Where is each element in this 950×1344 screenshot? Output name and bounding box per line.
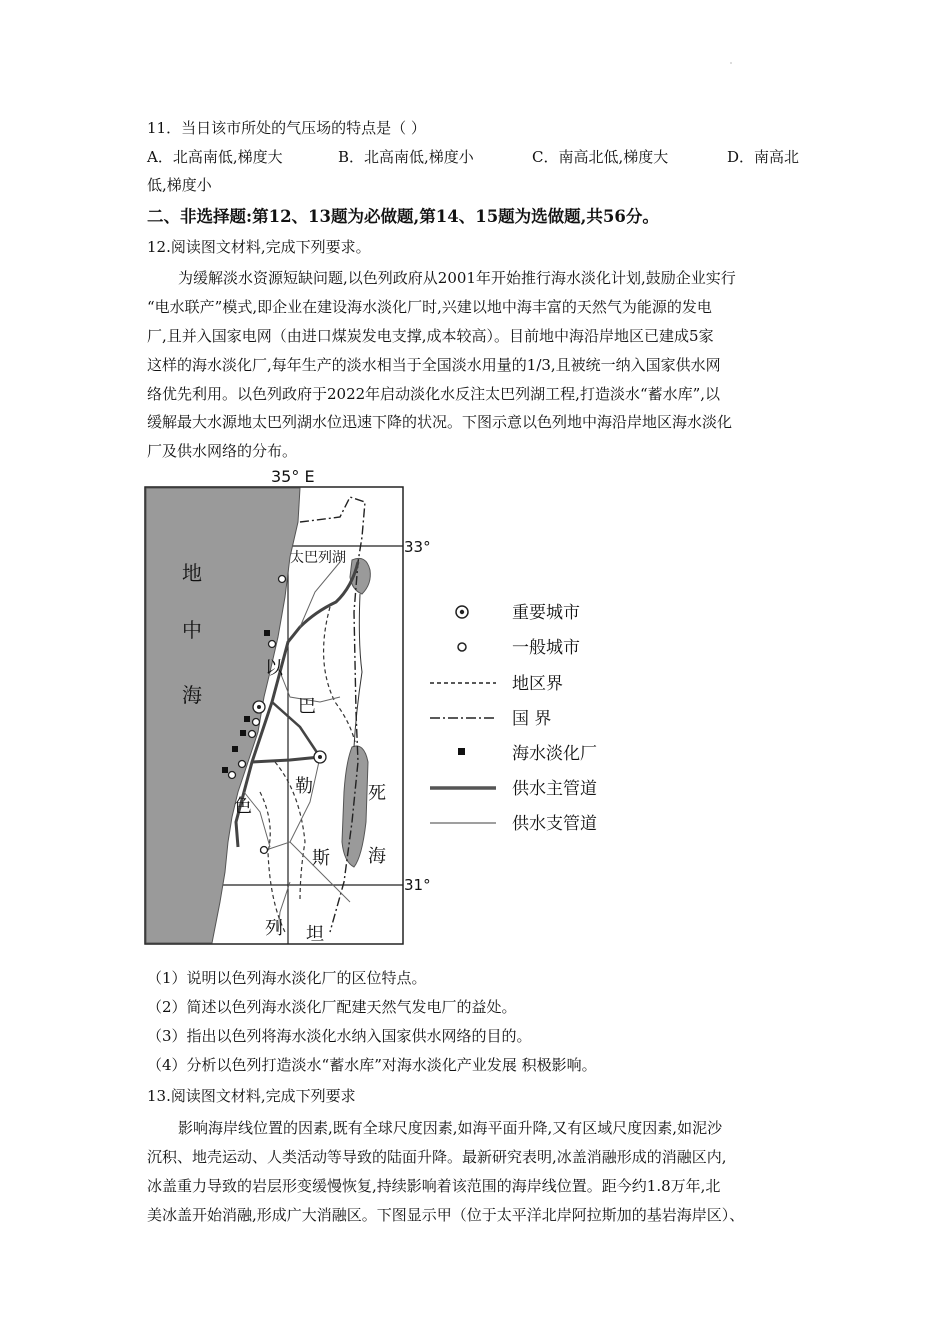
legend-city-icon [458,643,466,651]
q11-option-d-cont: 低,梯度小 [147,176,212,194]
israel-label: 色 [234,796,252,817]
q12-passage-line: 这样的海水淡化厂,每年生产的淡水相当于全国淡水用量的1/3,且被统一纳入国家供水网 [147,356,721,374]
palestine-label: 斯 [312,848,330,869]
palestine-label: 巴 [298,696,316,717]
desalination-plant [222,767,228,773]
branch-pipeline [300,562,340,627]
legend-plant-icon [458,748,465,755]
regional-boundary [260,792,285,932]
legend-label: 供水主管道 [512,779,597,799]
sea-label: 海 [182,683,202,707]
city-marker [269,641,276,648]
q12-subquestion: （4）分析以色列打造淡水“蓄水库”对海水淡化产业发展 积极影响。 [147,1056,597,1074]
q13-intro: 13.阅读图文材料,完成下列要求 [147,1087,356,1105]
legend-label: 地区界 [512,674,563,694]
city-marker [279,576,286,583]
city-marker [253,719,260,726]
city-marker [261,847,268,854]
q11-option-c: C．南高北低,梯度大 [532,148,669,166]
q12-subquestion: （3）指出以色列将海水淡化水纳入国家供水网络的目的。 [147,1027,532,1045]
desalination-plant [244,716,250,722]
major-city-center [318,755,322,759]
q12-passage-line: 为缓解淡水资源短缺问题,以色列政府从2001年开始推行海水淡化计划,鼓励企业实行 [178,269,736,287]
legend-major-city-icon-center [460,610,464,614]
mediterranean-sea [146,488,300,943]
major-city-center [257,705,261,709]
lat-label-33: 33° [404,538,431,556]
q11-option-b: B．北高南低,梯度小 [338,148,474,166]
legend-label: 海水淡化厂 [512,744,597,764]
q11-option-a: A．北高南低,梯度大 [147,148,283,166]
sea-label: 中 [182,618,202,642]
q13-passage-line: 冰盖重力导致的岩层形变缓慢恢复,持续影响着该范围的海岸线位置。距今约1.8万年,北 [147,1177,721,1195]
lon-label: 35° E [271,467,315,486]
legend-label: 一般城市 [512,638,580,658]
main-pipeline [252,757,320,762]
desalination-plant [240,730,246,736]
q12-passage-line: 厂及供水网络的分布。 [147,442,298,460]
city-marker [249,731,256,738]
israel-label: 以 [265,658,283,679]
desalination-plant [264,630,270,636]
city-marker [239,761,246,768]
q13-passage-line: 影响海岸线位置的因素,既有全球尺度因素,如海平面升降,又有区域尺度因素,如泥沙 [178,1119,723,1137]
legend-label: 供水支管道 [512,814,597,834]
legend-label: 重要城市 [512,603,580,623]
sea-label: 地 [182,561,202,585]
scan-speck [730,62,732,64]
q12-passage-line: 厂,且并入国家电网（由进口煤炭发电支撑,成本较高）。目前地中海沿岸地区已建成5家 [147,327,714,345]
dead-sea-label: 海 [368,846,386,867]
q12-passage-line: 络优先利用。以色列政府于2022年启动淡化水反注太巴列湖工程,打造淡水“蓄水库”,以 [147,385,721,403]
israel-desalination-map [140,462,640,972]
q12-intro: 12.阅读图文材料,完成下列要求。 [147,238,371,256]
city-marker [229,772,236,779]
dead-sea-label: 死 [368,783,386,804]
q12-subquestion: （2）简述以色列海水淡化厂配建天然气发电厂的益处。 [147,998,517,1016]
palestine-label: 坦 [306,924,324,945]
q11-option-d: D．南高北 [727,148,800,166]
q12-passage-line: “电水联产”模式,即企业在建设海水淡化厂时,兴建以地中海丰富的天然气为能源的发电 [147,298,712,316]
legend-label: 国 界 [512,709,552,729]
section2-heading: 二、非选择题:第12、13题为必做题,第14、15题为选做题,共56分。 [147,207,659,226]
israel-label: 列 [265,918,283,939]
branch-pipeline [260,757,320,852]
jordan-river [354,594,362,747]
regional-boundary [324,607,355,742]
lat-label-31: 31° [404,876,431,894]
q13-passage-line: 美冰盖开始消融,形成广大消融区。下图显示甲（位于太平洋北岸阿拉斯加的基岩海岸区）、 [147,1206,745,1224]
q11-stem: 11．当日该市所处的气压场的特点是（ ） [147,119,426,137]
lake-tiberias-label: 太巴列湖 [290,550,346,566]
q12-passage-line: 缓解最大水源地太巴列湖水位迅速下降的状况。下图示意以色列地中海沿岸地区海水淡化 [147,413,733,431]
map-legend [430,603,597,834]
dead-sea [342,746,368,867]
q12-subquestion: （1）说明以色列海水淡化厂的区位特点。 [147,969,427,987]
q13-passage-line: 沉积、地壳运动、人类活动等导致的陆面升降。最新研究表明,冰盖消融形成的消融区内, [147,1148,727,1166]
desalination-plant [232,746,238,752]
palestine-label: 勒 [295,776,313,797]
